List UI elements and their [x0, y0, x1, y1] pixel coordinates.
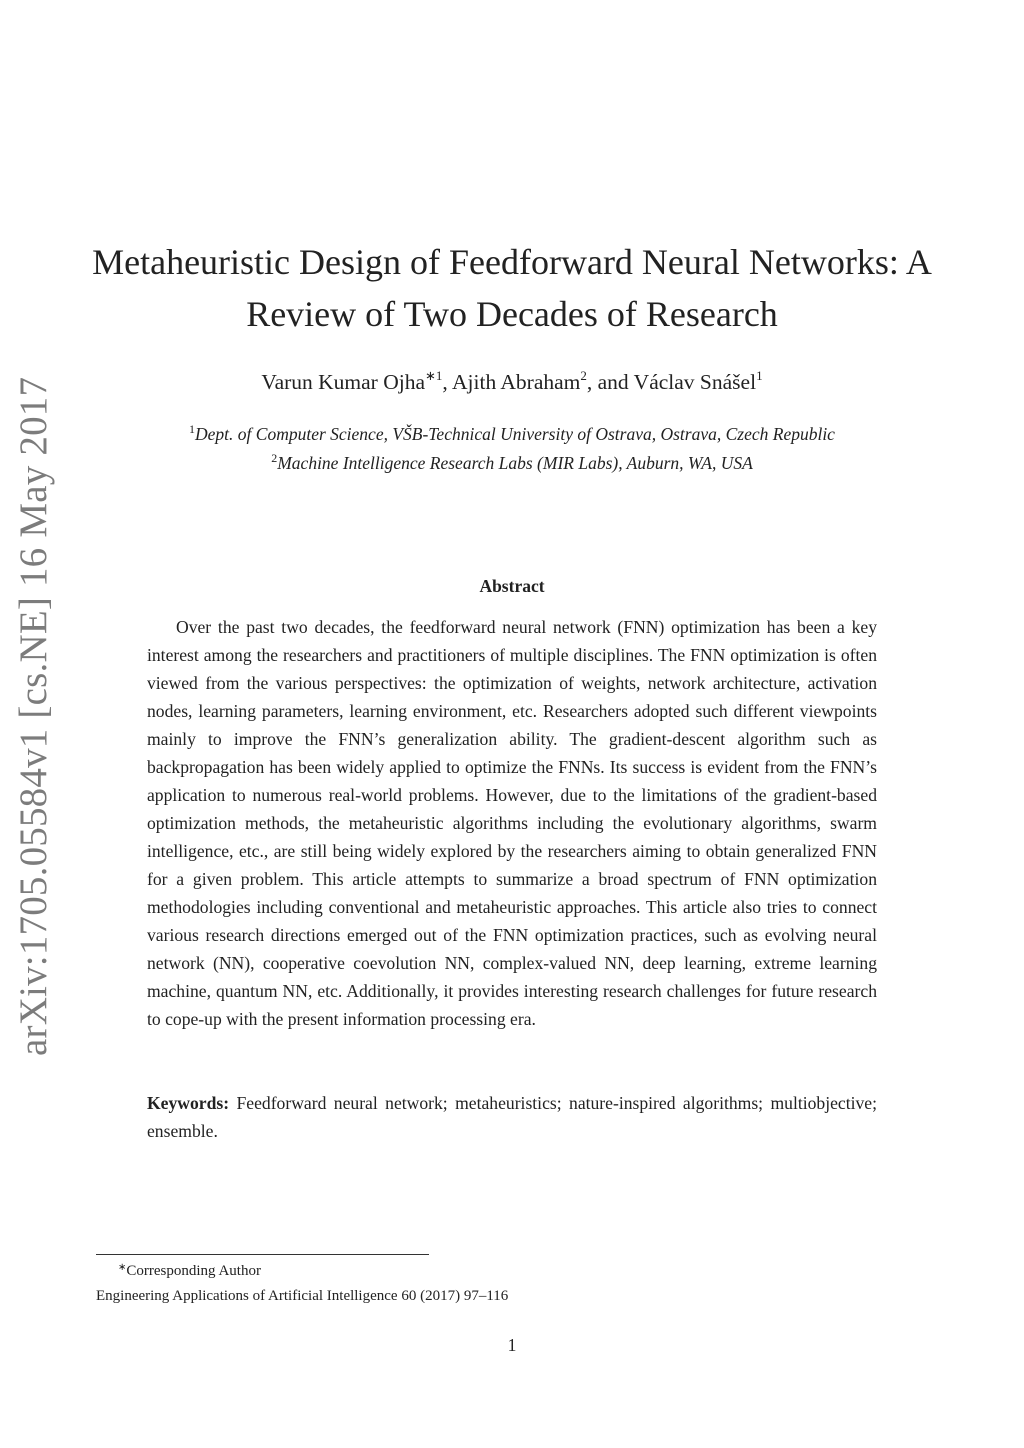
paper-title-line-2: Review of Two Decades of Research	[246, 294, 778, 334]
footnote-mark: ∗	[118, 1262, 127, 1273]
arxiv-identifier-stamp: arXiv:1705.05584v1 [cs.NE] 16 May 2017	[12, 376, 55, 1056]
abstract-body: Over the past two decades, the feedforward neural network (FNN) optimization has been a key interest among the researchers and practitioners of multiple disciplines. The FNN optimization is often viewed from the various perspectives: the optimization of weights, network architecture, activation nodes, learning parameters, learning environment, etc. Researchers adopted such different viewpoints mainly to improve the FNN’s generalization ability. The gradient-descent algorithm such as backpropagation has been widely applied to optimize the FNNs. Its success is evident from the FNN’s application to numerous real-world problems. However, due to the limitations of the gradient-based optimization methods, the metaheuristic algorithms including the evolutionary algorithms, swarm intelligence, etc., are still being widely explored by the researchers aiming to obtain generalized FNN for a given problem. This article attempts to summarize a broad spectrum of FNN optimization methodologies including conventional and metaheuristic approaches. This article also tries to connect various research directions emerged out of the FNN optimization practices, such as evolving neural network (NN), cooperative coevolution NN, complex-valued NN, deep learning, extreme learning machine, quantum NN, etc. Additionally, it provides interesting research challenges for future research to cope-up with the present information processing era.	[147, 617, 877, 1029]
affiliation-text: Machine Intelligence Research Labs (MIR Labs), Auburn, WA, USA	[277, 453, 753, 473]
affiliation-item	[90, 420, 934, 449]
affiliation-mark: 2	[271, 451, 278, 465]
affiliation-list	[90, 420, 934, 478]
author-separator: , and	[586, 370, 634, 394]
footnote-text: Corresponding Author	[126, 1263, 261, 1279]
paper-title-line-1: Metaheuristic Design of Feedforward Neural Networks: A	[92, 242, 932, 282]
author-name: Varun Kumar Ojha	[261, 370, 426, 394]
author-mark: 1	[756, 368, 763, 383]
author-list	[90, 366, 934, 398]
affiliation-mark: 1	[189, 422, 196, 436]
affiliation-item	[90, 449, 934, 478]
keywords-label: Keywords:	[147, 1093, 230, 1113]
author-mark: 2	[580, 368, 587, 383]
author-separator: ,	[442, 370, 452, 394]
page-number: 1	[507, 1335, 517, 1355]
journal-reference: Engineering Applications of Artificial Intelligence 60 (2017) 97–116	[96, 1288, 509, 1304]
footnotes	[96, 1259, 856, 1309]
affiliation-text: Dept. of Computer Science, VŠB-Technical University of Ostrava, Ostrava, Czech Republic	[195, 424, 835, 444]
corresponding-author-footnote	[96, 1259, 856, 1284]
author-name: Václav Snášel	[633, 370, 757, 394]
keywords-paragraph	[147, 1089, 877, 1145]
footnote-divider	[96, 1254, 429, 1255]
paper-title	[90, 236, 934, 340]
abstract-heading: Abstract	[479, 576, 545, 596]
author-name: Ajith Abraham	[452, 370, 581, 394]
keywords-text: Feedforward neural network; metaheuristics; nature-inspired algorithms; multiobjective; ensemble.	[147, 1093, 877, 1141]
author-mark: ∗1	[425, 368, 443, 383]
